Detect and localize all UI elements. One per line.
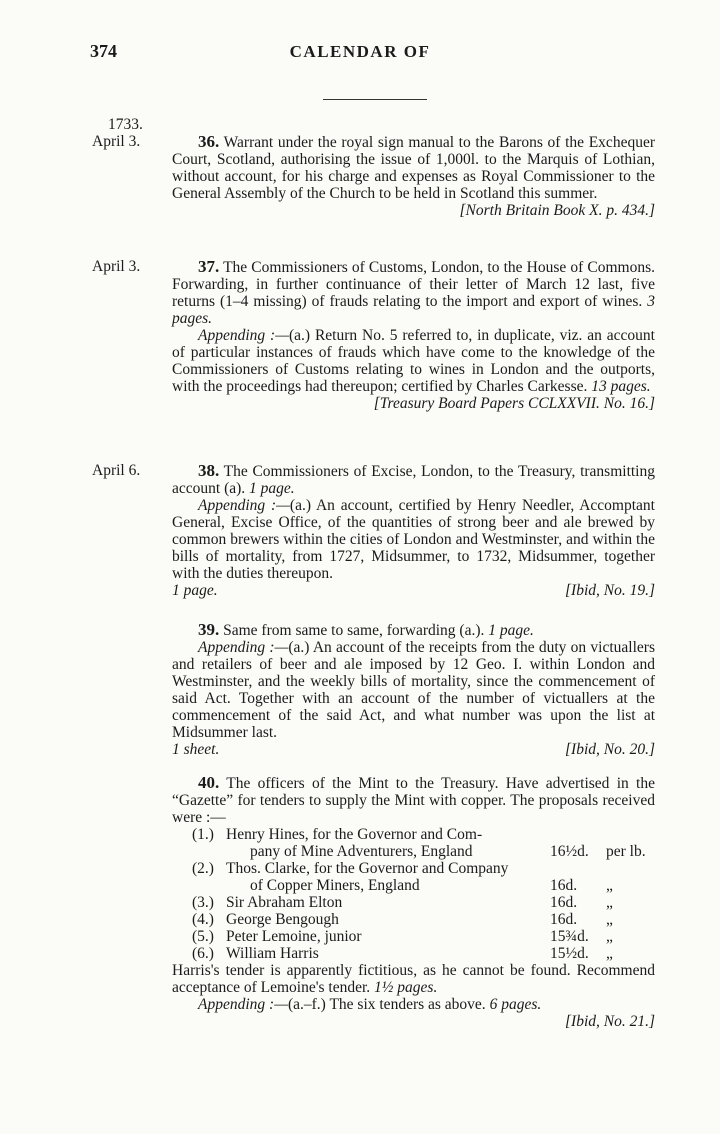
tender-label: (1.) <box>192 826 214 843</box>
entry-37-date: April 3. <box>92 258 141 275</box>
tender-row <box>192 826 655 843</box>
tender-label: (2.) <box>192 860 214 877</box>
tender-name-continued: of Copper Miners, England <box>250 877 420 894</box>
tender-label: (3.) <box>192 894 214 911</box>
entry-38 <box>172 462 655 599</box>
entry-36-number: 36. <box>198 132 220 151</box>
entry-38-number: 38. <box>198 461 220 480</box>
tender-name: Henry Hines, for the Governor and Com- <box>226 826 483 843</box>
entry-37-pages: 3 pages. <box>172 293 655 327</box>
entry-37-text: The Commissioners of Customs, London, to the House of Commons. Forwarding, in further continuance of their letter of March 12 last, five returns (1–4 missing) of frauds relating to the import and export of wines. <box>172 259 655 310</box>
entry-36 <box>172 133 655 219</box>
entry-39-appending-label: Appending :— <box>198 639 289 656</box>
tender-name: Thos. Clarke, for the Governor and Company <box>226 860 509 877</box>
entry-36-body <box>172 133 655 202</box>
entry-40-appending-text: (a.–f.) The six tenders as above. <box>287 996 486 1013</box>
running-title: CALENDAR OF <box>289 42 431 61</box>
entry-38-body <box>172 462 655 497</box>
tender-row-continued <box>192 843 655 860</box>
tender-price: 15¾d. <box>550 928 589 945</box>
tender-name: Peter Lemoine, junior <box>226 928 362 945</box>
tender-unit: „ <box>606 928 613 945</box>
tender-row <box>192 945 655 962</box>
entry-40-pages: 1½ pages. <box>374 979 438 996</box>
tender-name: Sir Abraham Elton <box>226 894 343 911</box>
entry-40-after <box>172 962 655 996</box>
entry-39-body <box>172 621 655 639</box>
tender-price: 16d. <box>550 894 578 911</box>
tender-name: George Bengough <box>226 911 339 928</box>
tender-unit: per lb. <box>606 843 646 860</box>
entry-37-citation: [Treasury Board Papers CCLXXVII. No. 16.] <box>373 395 655 412</box>
entry-39-pages: 1 page. <box>488 622 534 639</box>
entry-40-after-text: Harris's tender is apparently fictitious, as he cannot be found. Recommend acceptance of Lemoine's tender. <box>172 962 655 996</box>
entry-38-citation: [Ibid, No. 19.] <box>565 582 655 599</box>
tender-row <box>192 860 655 877</box>
entry-39-appending <box>172 639 655 741</box>
entry-36-date: April 3. <box>92 133 141 150</box>
entry-37-appending-pages: 13 pages. <box>591 378 651 395</box>
tender-row <box>192 911 655 928</box>
entry-39 <box>172 621 655 758</box>
entry-38-pages: 1 page. <box>249 480 295 497</box>
tender-price: 16d. <box>550 911 578 928</box>
entry-37-appending-label: Appending :— <box>198 327 289 344</box>
entry-38-appending-text: (a.) An account, certified by Henry Needler, Accomptant General, Excise Office, of the quantities of strong beer and ale brewed by common brewers within the cities of London and Westminster, and within the bills of mortality, from 1727, Midsummer, to 1732, Midsummer, together with the duties thereupon. <box>172 497 655 582</box>
entry-36-text: Warrant under the royal sign manual to the Barons of the Exchequer Court, Scotland, authorising the issue of 1,000l. to the Marquis of Lothian, without account, for his charge and expenses as Royal Commissioner to the General Assembly of the Church to be held in Scotland this summer. <box>172 134 655 202</box>
entry-40-appending <box>172 996 655 1013</box>
tender-label: (5.) <box>192 928 214 945</box>
tender-name: William Harris <box>226 945 319 962</box>
entry-38-footer <box>172 582 655 599</box>
tender-label: (6.) <box>192 945 214 962</box>
entry-40-text: The officers of the Mint to the Treasury. Have advertised in the “Gazette” for tenders to supply the Mint with copper. The proposals received were :— <box>172 775 655 826</box>
entry-39-text: Same from same to same, forwarding (a.). <box>223 622 485 639</box>
entry-40-citation: [Ibid, No. 21.] <box>565 1013 655 1030</box>
entry-38-text: The Commissioners of Excise, London, to the Treasury, transmitting account (a). <box>172 463 655 497</box>
entry-39-appending-pages: 1 sheet. <box>172 741 220 758</box>
entry-37-body <box>172 258 655 327</box>
tender-row <box>192 928 655 945</box>
entry-38-appending <box>172 497 655 582</box>
entry-38-appending-pages: 1 page. <box>172 582 218 599</box>
entry-36-citation: [North Britain Book X. p. 434.] <box>459 202 655 219</box>
tender-unit: „ <box>606 894 613 911</box>
entry-40-appending-pages: 6 pages. <box>489 996 542 1013</box>
entry-40-body <box>172 774 655 826</box>
entry-39-appending-text: (a.) An account of the receipts from the duty on victuallers and retailers of beer and ale imposed by 12 Geo. I. within London and Westminster, and the weekly bills of mortality, since the commencement of said Act. Together with an account of the number of victuallers at the commencement of the said Act, and what number was upon the list at Midsummer last. <box>172 639 655 741</box>
tender-price: 16d. <box>550 877 578 894</box>
entry-40-appending-label: Appending :— <box>198 996 288 1013</box>
tender-row-continued <box>192 877 655 894</box>
tender-unit: „ <box>606 877 613 894</box>
entry-39-citation: [Ibid, No. 20.] <box>565 741 655 758</box>
tender-unit: „ <box>606 911 613 928</box>
entry-37 <box>172 258 655 412</box>
entry-38-appending-label: Appending :— <box>198 497 290 514</box>
entry-39-footer <box>172 741 655 758</box>
year-heading: 1733. <box>108 116 143 133</box>
header-rule <box>323 99 427 100</box>
tender-unit: „ <box>606 945 613 962</box>
entry-39-number: 39. <box>198 620 220 639</box>
tender-name-continued: pany of Mine Adventurers, England <box>250 843 473 860</box>
entry-37-appending-text: (a.) Return No. 5 referred to, in duplicate, viz. an account of particular instances of frauds which have come to the knowledge of the Commissioners of Customs relating to wines in London and the outports, with the proceedings had thereupon; certified by Charles Carkesse. <box>172 327 655 395</box>
page-number: 374 <box>90 41 117 61</box>
entry-37-number: 37. <box>198 257 220 276</box>
tender-row <box>192 894 655 911</box>
entry-40 <box>172 774 655 1030</box>
tender-price: 15½d. <box>550 945 589 962</box>
entry-40-number: 40. <box>198 773 220 792</box>
tender-price: 16½d. <box>550 843 589 860</box>
entry-37-appending <box>172 327 655 395</box>
entry-38-date: April 6. <box>92 462 141 479</box>
tender-label: (4.) <box>192 911 214 928</box>
tender-list <box>172 826 655 962</box>
